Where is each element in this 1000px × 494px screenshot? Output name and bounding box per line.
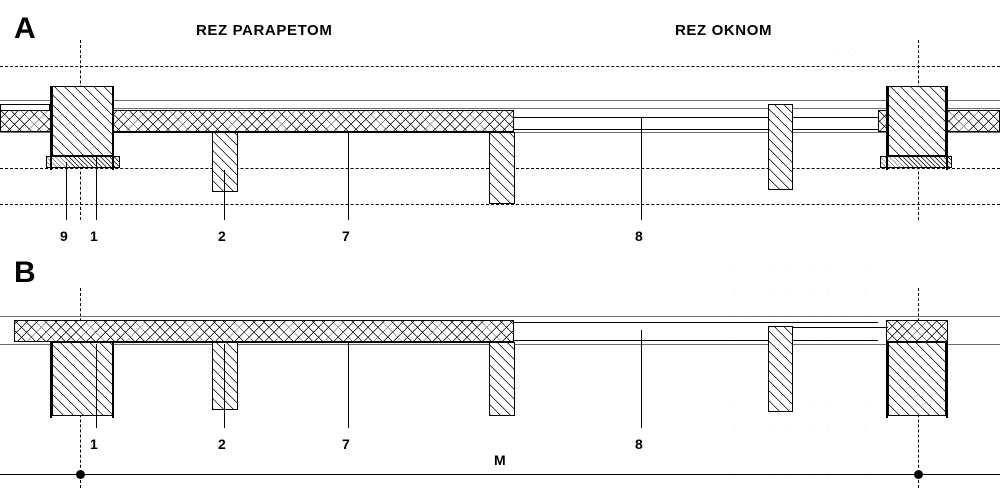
column-b-left-edge-outer: [50, 342, 52, 418]
leader-line-b-1: [96, 344, 97, 428]
scan-noise: [820, 30, 940, 90]
dimension-label-m: M: [494, 452, 506, 468]
column-b-right-edge-inner: [946, 342, 948, 418]
rib-b-2: [212, 342, 238, 410]
title-rez-parapetom: REZ PARAPETOM: [196, 22, 333, 39]
leader-line-b-7: [348, 341, 349, 428]
panel-line-b-right-sill: [793, 327, 888, 328]
dimension-marker-left: [76, 470, 85, 479]
column-b-right-edge-outer: [886, 342, 888, 418]
dimension-line: [0, 474, 1000, 475]
rib-a-7: [489, 132, 515, 204]
sealant-strip-a-right: [880, 156, 952, 168]
leader-line-a-7: [348, 131, 349, 220]
leader-line-b-8: [641, 330, 642, 428]
callout-b-8: 8: [635, 436, 643, 452]
column-a-right-edge-outer: [886, 86, 888, 170]
section-letter-a: A: [14, 12, 36, 45]
dimension-marker-right: [914, 470, 923, 479]
callout-a-7: 7: [342, 228, 350, 244]
construction-line-a-2: [0, 108, 1000, 109]
construction-line-a-1: [0, 100, 1000, 101]
mullion-b-8: [768, 326, 793, 412]
construction-line-b-1: [0, 316, 1000, 317]
column-a-left: [52, 86, 114, 156]
column-b-left: [52, 342, 114, 416]
column-a-left-edge-inner: [112, 86, 114, 170]
soffit-line-b: [114, 341, 492, 343]
panel-line-a-right-bottom: [514, 129, 878, 130]
column-a-left-edge-outer: [50, 86, 52, 170]
axis-line-top-a: [0, 66, 1000, 67]
column-a-right-edge-inner: [946, 86, 948, 170]
callout-a-9: 9: [60, 228, 68, 244]
insulation-layer-b-left: [14, 320, 514, 342]
section-letter-b: B: [14, 256, 36, 289]
column-b-left-edge-inner: [112, 342, 114, 418]
outer-finish-a-left: [0, 104, 50, 111]
scan-noise: [720, 250, 880, 480]
panel-line-a-right-top: [514, 117, 878, 118]
rib-b-7: [489, 342, 515, 416]
callout-a-8: 8: [635, 228, 643, 244]
title-rez-oknom: REZ OKNOM: [675, 22, 773, 39]
soffit-line-a: [114, 131, 492, 133]
callout-a-1: 1: [90, 228, 98, 244]
panel-line-b-right-top: [514, 322, 878, 323]
leader-line-a-9: [66, 162, 67, 220]
callout-b-1: 1: [90, 436, 98, 452]
mullion-a-8: [768, 104, 793, 190]
column-a-right: [888, 86, 946, 156]
leader-line-b-2: [224, 344, 225, 428]
axis-line-bottom-a: [0, 204, 1000, 205]
insulation-layer-b-right: [886, 320, 948, 342]
callout-b-2: 2: [218, 436, 226, 452]
leader-line-a-8: [641, 118, 642, 220]
callout-a-2: 2: [218, 228, 226, 244]
panel-line-b-right-bottom: [514, 340, 878, 341]
rib-a-2: [212, 132, 238, 192]
column-b-right: [888, 342, 946, 416]
callout-b-7: 7: [342, 436, 350, 452]
leader-line-a-1: [96, 156, 97, 220]
sealant-strip-a-left: [46, 156, 120, 168]
leader-line-a-2: [224, 170, 225, 220]
